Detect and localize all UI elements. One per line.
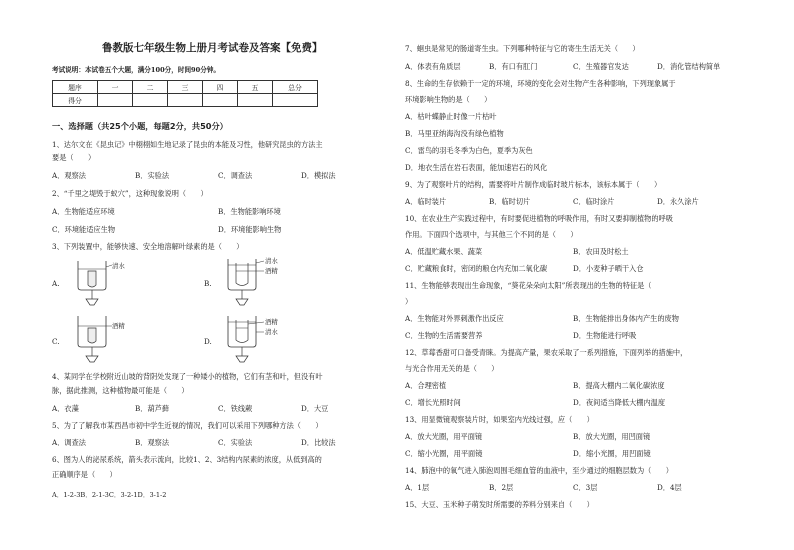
page-title: 鲁教版七年级生物上册月考试卷及答案【免费】 <box>102 42 323 54</box>
option[interactable]: D．缩小光圈，用凹面镜 <box>573 449 651 458</box>
score-cell: 三 <box>168 81 203 94</box>
option[interactable]: A．生物能对外界刺激作出反应 <box>405 314 504 323</box>
exam-instructions: 考试说明：本试卷五个大题，满分100分，时间90分钟。 <box>52 66 221 74</box>
score-table-score-row <box>53 94 318 107</box>
option[interactable]: B．葫芦藓 <box>135 404 170 413</box>
score-input-cell[interactable] <box>133 94 168 107</box>
option[interactable]: A．枯叶蝶静止时像一片枯叶 <box>405 112 497 121</box>
score-table <box>52 80 318 107</box>
beaker-label: 酒精 <box>112 322 125 330</box>
option[interactable]: D．大豆 <box>301 404 329 413</box>
option[interactable]: C．3层 <box>573 483 598 492</box>
question-stem: 环境影响生物的是（ ） <box>405 95 492 104</box>
option[interactable]: A．1层 <box>405 483 430 492</box>
option[interactable]: D．消化管结构简单 <box>657 62 721 71</box>
option[interactable]: A．放大光圈，用平面镜 <box>405 432 483 441</box>
beaker-diagram-a <box>72 257 112 307</box>
question-stem: 正确顺序是（ ） <box>52 470 117 479</box>
option[interactable]: A．调查法 <box>52 438 86 447</box>
question-stem: 7、蛔虫是常见的肠道寄生虫。下列哪种特征与它的寄生生活无关（ ） <box>405 44 640 53</box>
score-cell: 五 <box>238 81 273 94</box>
option[interactable]: D．模拟法 <box>301 171 336 180</box>
option[interactable]: D．4层 <box>657 483 682 492</box>
option[interactable]: B．马里亚纳海沟没有绿色植物 <box>405 129 504 138</box>
beaker-diagram-d <box>222 312 264 364</box>
score-cell: 总分 <box>273 81 318 94</box>
option[interactable]: B．提高大棚内二氧化碳浓度 <box>573 381 665 390</box>
score-input-cell[interactable] <box>238 94 273 107</box>
option[interactable]: C．缩小光圈，用平面镜 <box>405 449 483 458</box>
option[interactable]: D．小麦种子晒干入仓 <box>573 264 644 273</box>
option-letter[interactable]: B. <box>204 279 212 288</box>
beaker-diagram-c <box>72 312 112 364</box>
option[interactable]: B．观察法 <box>135 438 170 447</box>
option[interactable]: D．永久涂片 <box>657 197 699 206</box>
option[interactable]: A．低温贮藏水果、蔬菜 <box>405 247 483 256</box>
option[interactable]: A．衣藻 <box>52 404 79 413</box>
option[interactable]: C．实验法 <box>218 438 253 447</box>
question-stem: 9、为了观察叶片的结构，需要将叶片制作成临时玻片标本，该标本属于（ ） <box>405 180 662 189</box>
question-stem: 3、下列装置中，能够快速、安全地溶解叶绿素的是（ ） <box>52 242 244 251</box>
option[interactable]: B．有口有肛门 <box>489 62 538 71</box>
score-input-cell[interactable] <box>273 94 318 107</box>
beaker-label: 酒精 <box>265 267 278 275</box>
beaker-label: 清水 <box>112 262 125 270</box>
score-cell: 二 <box>133 81 168 94</box>
option[interactable]: A．1-2-3B．2-1-3C．3-2-1D．3-1-2 <box>52 491 167 499</box>
score-cell: 一 <box>98 81 133 94</box>
option[interactable]: C．铁线蕨 <box>218 404 253 413</box>
question-stem: 脉，据此推测，这种植物最可能是（ ） <box>52 386 189 395</box>
question-stem: 13、用显微镜观察装片时，如果室内光线过强，应（ ） <box>405 415 594 424</box>
question-stem: 14、肺泡中的氧气进入肺泡周围毛细血管的血液中，至少通过的细胞层数为（ ） <box>405 466 673 475</box>
score-input-cell[interactable] <box>203 94 238 107</box>
option[interactable]: B．放大光圈，用凹面镜 <box>573 432 651 441</box>
question-stem: 5、为了了解我市某西昌市初中学生近视的情况，我们可以采用下列哪种方法（ ） <box>52 421 323 430</box>
option[interactable]: C．调查法 <box>218 171 253 180</box>
question-stem: 12、草莓香甜可口备受青睐。为提高产量，果农采取了一系列措施，下面列举的措施中， <box>405 348 688 357</box>
option[interactable]: C．生殖器官发达 <box>573 62 629 71</box>
option[interactable]: D．地衣生活在岩石表面，能加速岩石的风化 <box>405 163 548 172</box>
question-stem: 8、生命的生存依赖于一定的环境，环境的变化会对生物产生各种影响，下列现象属于 <box>405 79 676 88</box>
question-stem: 要是（ ） <box>52 153 96 162</box>
option[interactable]: A．合理密植 <box>405 381 447 390</box>
option[interactable]: C．贮藏粮食时，密闭的粮仓内充加二氧化碳 <box>405 264 548 273</box>
question-stem: 10、在农业生产实践过程中，有时要促进植物的呼吸作用，有时又要抑制植物的呼吸 <box>405 214 673 223</box>
question-stem: 与光合作用无关的是（ ） <box>405 364 499 373</box>
score-cell: 得分 <box>53 94 98 107</box>
option[interactable]: B．实验法 <box>135 171 170 180</box>
option[interactable]: B．临时切片 <box>489 197 531 206</box>
question-stem: 1、达尔文在《昆虫记》中栩栩如生地记录了昆虫的本能及习性，他研究昆虫的方法主 <box>52 140 323 149</box>
option[interactable]: D．环境能影响生物 <box>218 225 282 234</box>
score-table-header-row <box>53 81 318 94</box>
question-stem: 6、图为人的泌尿系统，箭头表示流向，比较1、2、3结构内尿素的浓度，从低到高的 <box>52 455 322 464</box>
option[interactable]: D．生物能进行呼吸 <box>573 331 637 340</box>
score-cell: 四 <box>203 81 238 94</box>
option[interactable]: B．农田及时松土 <box>573 247 629 256</box>
option[interactable]: D．夜间适当降低大棚内温度 <box>573 398 666 407</box>
question-stem: ） <box>405 297 413 306</box>
question-stem: 11、生物能够表现出生命现象，“葵花朵朵向太阳”所表现出的生物的特征是（ <box>405 281 666 290</box>
option[interactable]: B．生物能影响环境 <box>218 207 281 216</box>
option-letter[interactable]: C. <box>52 337 60 346</box>
beaker-label: 清水 <box>265 257 278 265</box>
option[interactable]: C．增长光照时间 <box>405 398 461 407</box>
option[interactable]: B．生物能排出身体内产生的废物 <box>573 314 679 323</box>
score-cell: 题序 <box>53 81 98 94</box>
section-heading: 一、选择题（共25个小题，每题2分，共50分） <box>52 121 228 131</box>
score-input-cell[interactable] <box>98 94 133 107</box>
option-letter[interactable]: A. <box>52 279 60 288</box>
option[interactable]: A．体表有角质层 <box>405 62 461 71</box>
beaker-diagram-b <box>222 255 264 307</box>
question-stem: 15、大豆、玉米种子萌发时所需要的养料分别来自（ ） <box>405 500 594 509</box>
beaker-label: 酒精 <box>265 318 278 326</box>
option[interactable]: C．生物的生活需要营养 <box>405 331 483 340</box>
option[interactable]: C．临时涂片 <box>573 197 615 206</box>
option[interactable]: B．2层 <box>489 483 514 492</box>
question-stem: 4、某同学在学校附近山坡的背阴处发现了一种矮小的植物，它们有茎和叶，但没有叶 <box>52 372 323 381</box>
option[interactable]: C．雷鸟的羽毛冬季为白色，夏季为灰色 <box>405 146 533 155</box>
question-stem: 作用。下面四个选项中，与其他三个不同的是（ ） <box>405 230 578 239</box>
score-input-cell[interactable] <box>168 94 203 107</box>
option[interactable]: C．环境能适应生物 <box>52 225 116 234</box>
option[interactable]: D．比较法 <box>301 438 336 447</box>
option[interactable]: A．生物能适应环境 <box>52 207 115 216</box>
beaker-label: 清水 <box>265 328 278 336</box>
question-stem: 2、“千里之堤毁于蚁穴”，这种现象说明（ ） <box>52 189 208 198</box>
option-letter[interactable]: D. <box>204 337 212 346</box>
option[interactable]: A．临时装片 <box>405 197 447 206</box>
option[interactable]: A．观察法 <box>52 171 86 180</box>
